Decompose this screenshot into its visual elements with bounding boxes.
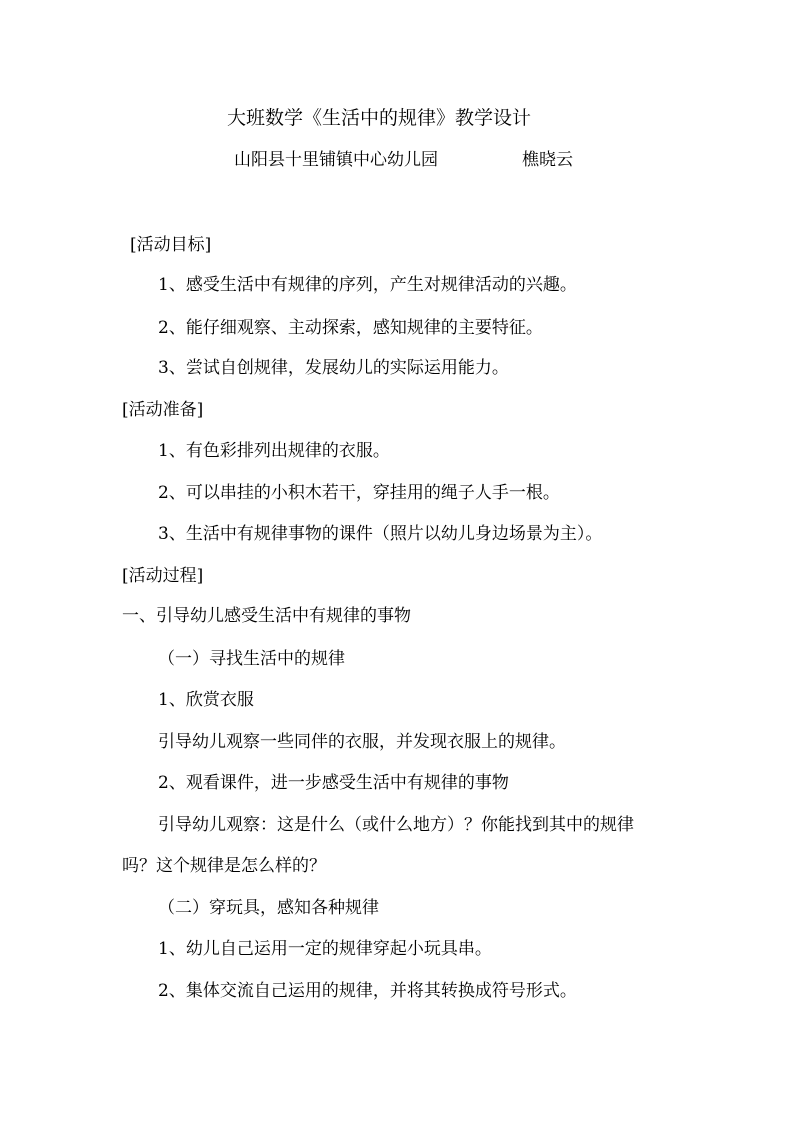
prep-item: 2、可以串挂的小积木若干，穿挂用的绳子人手一根。	[158, 483, 560, 503]
process-item: 1、欣赏衣服	[158, 690, 254, 710]
process-part-heading: 一、引导幼儿感受生活中有规律的事物	[122, 606, 411, 626]
process-item-description: 引导幼儿观察：这是什么（或什么地方）？你能找到其中的规律	[158, 815, 634, 835]
process-item: 2、集体交流自己运用的规律，并将其转换成符号形式。	[158, 981, 577, 1001]
goal-item: 1、感受生活中有规律的序列，产生对规律活动的兴趣。	[158, 275, 577, 295]
goal-item: 2、能仔细观察、主动探索，感知规律的主要特征。	[158, 318, 543, 338]
process-item: 1、幼儿自己运用一定的规律穿起小玩具串。	[158, 939, 492, 959]
prep-item: 1、有色彩排列出规律的衣服。	[158, 441, 390, 461]
author-organization: 山阳县十里铺镇中心幼儿园	[234, 150, 438, 170]
process-subsection-heading: （二）穿玩具，感知各种规律	[158, 898, 379, 918]
document-title: 大班数学《生活中的规律》教学设计	[227, 107, 532, 129]
goal-item: 3、尝试自创规律，发展幼儿的实际运用能力。	[158, 358, 509, 378]
process-item-description: 引导幼儿观察一些同伴的衣服，并发现衣服上的规律。	[158, 732, 566, 752]
process-item: 2、观看课件，进一步感受生活中有规律的事物	[158, 773, 509, 793]
goals-heading: [活动目标]	[130, 235, 212, 255]
prep-item: 3、生活中有规律事物的课件（照片以幼儿身边场景为主）。	[158, 524, 603, 544]
process-subsection-heading: （一）寻找生活中的规律	[158, 649, 345, 669]
process-heading: [活动过程]	[122, 566, 204, 586]
author-name: 樵晓云	[522, 150, 573, 170]
prep-heading: [活动准备]	[122, 400, 204, 420]
process-item-description-continued: 吗？这个规律是怎么样的？	[122, 856, 326, 876]
